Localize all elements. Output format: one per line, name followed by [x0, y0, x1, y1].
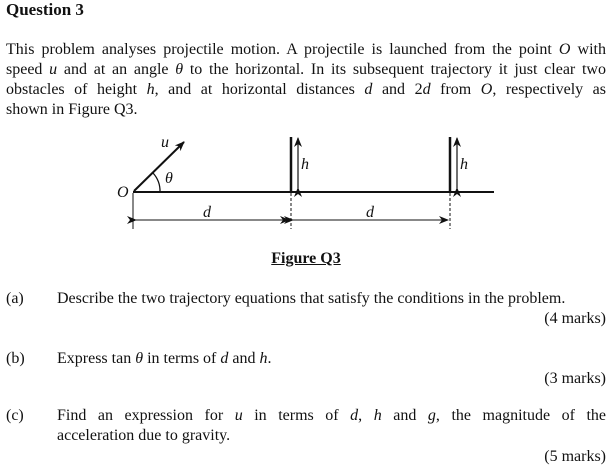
math-symbol: d	[350, 407, 359, 424]
math-symbol: h	[259, 350, 268, 367]
text-segment: , respectively as	[492, 81, 607, 98]
origin-label: O	[117, 184, 129, 201]
text-segment: and 2	[372, 81, 423, 98]
text-segment: and	[228, 350, 260, 367]
text-segment: , and at horizontal distances	[154, 81, 365, 98]
math-symbol: u	[234, 407, 243, 424]
text-segment: to the horizontal. In its subsequent trajectory it just clear two	[183, 61, 606, 78]
text-segment: Find an expression for	[57, 407, 235, 424]
text-segment: Express tan	[57, 350, 136, 367]
text-segment: with	[570, 41, 606, 58]
math-symbol: θ	[135, 350, 144, 367]
angle-arc	[153, 173, 160, 192]
text-segment: from	[430, 81, 481, 98]
distance-label-1: d	[203, 204, 211, 221]
math-symbol: g	[427, 407, 436, 424]
marks: (4 marks)	[544, 310, 606, 327]
distance-label-2: d	[366, 204, 374, 221]
text-segment: and at an angle	[57, 61, 176, 78]
math-symbol: O	[480, 81, 493, 98]
part-text	[57, 349, 272, 369]
math-symbol: d	[364, 81, 373, 98]
marks: (5 marks)	[544, 448, 606, 465]
speed-label: u	[161, 134, 169, 151]
text-segment: speed	[6, 61, 50, 78]
text-segment: , the magnitude of the	[435, 407, 607, 424]
text-segment: acceleration due to gravity.	[57, 427, 231, 444]
height-label-2: h	[460, 156, 468, 173]
text-segment: in terms of	[143, 350, 221, 367]
math-symbol: u	[49, 61, 58, 78]
text-segment: obstacles of height	[6, 81, 147, 98]
text-segment: and	[381, 407, 428, 424]
math-symbol: h	[146, 81, 155, 98]
math-symbol: d	[220, 350, 229, 367]
height-label-1: h	[301, 156, 309, 173]
part-text	[57, 426, 230, 446]
math-symbol: O	[558, 41, 571, 58]
part-label: (b)	[6, 350, 25, 367]
part-label: (a)	[6, 290, 24, 307]
marks: (3 marks)	[544, 370, 606, 387]
math-symbol: θ	[175, 61, 184, 78]
part-text	[57, 289, 565, 309]
math-symbol: d	[422, 81, 431, 98]
math-symbol: h	[373, 407, 382, 424]
angle-label: θ	[165, 170, 173, 187]
text-segment: in terms of	[242, 407, 351, 424]
part-text	[57, 406, 606, 426]
part-label: (c)	[6, 407, 24, 424]
text-segment: ,	[358, 407, 374, 424]
text-segment: Describe the two trajectory equations that satisfy the conditions in the problem.	[57, 290, 566, 307]
text-segment: shown in Figure Q3.	[6, 101, 138, 118]
text-segment: .	[267, 350, 272, 367]
figure-caption: Figure Q3	[271, 250, 341, 267]
question-title: Question 3	[6, 0, 84, 19]
text-segment: This problem analyses projectile motion. A projectile is launched from the point	[6, 41, 559, 58]
